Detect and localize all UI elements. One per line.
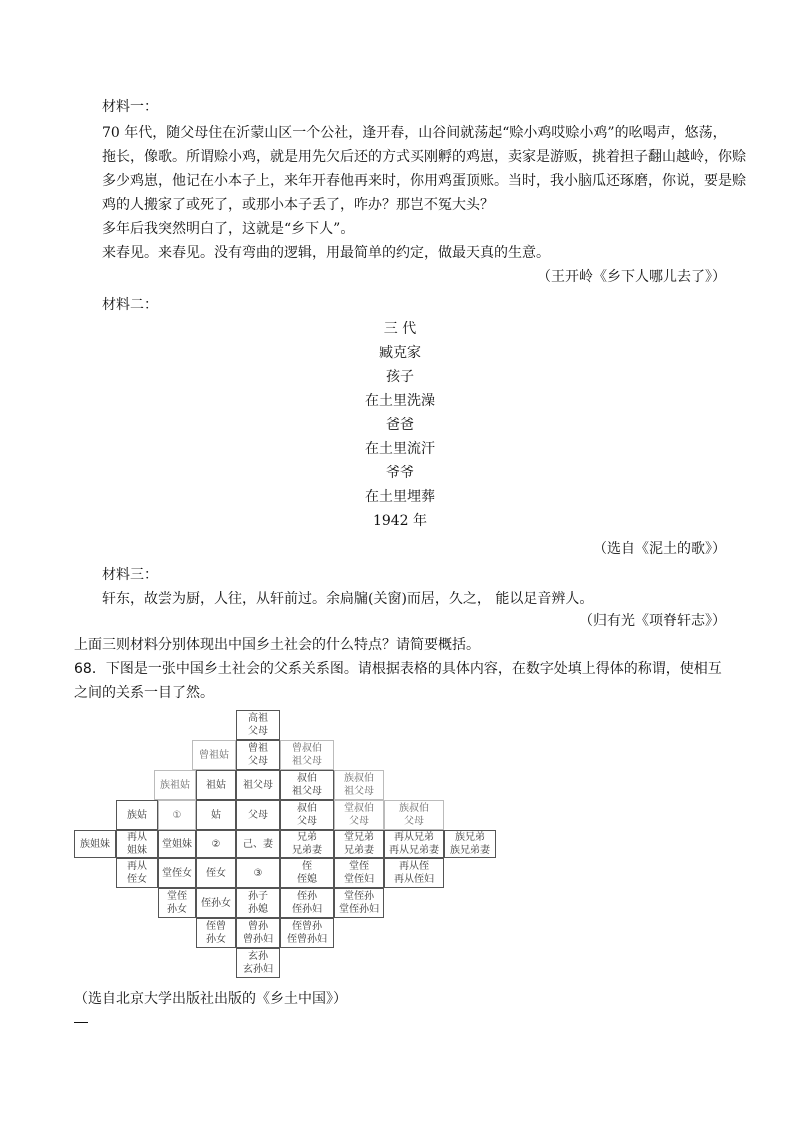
poem-line: 孩子 (386, 369, 414, 385)
kin-cell: 祖姑 (196, 770, 236, 800)
kin-cell: 族叔伯 祖父母 (334, 770, 384, 800)
kin-cell: 孙子 孙媳 (236, 888, 280, 918)
kin-cell: 族姑 (116, 800, 158, 830)
material2-label: 材料二： (102, 297, 158, 313)
kin-cell: 叔伯 父母 (280, 800, 334, 830)
kin-cell: 堂姐妹 (158, 830, 196, 858)
kin-cell: 堂侄女 (158, 858, 196, 888)
kin-cell: 曾祖 父母 (236, 740, 280, 770)
kin-cell: 再从兄弟 再从兄弟妻 (384, 830, 444, 858)
diagram-source: （选自北京大学出版社出版的《乡土中国》） (74, 991, 347, 1007)
kin-cell: 侄女 (196, 858, 236, 888)
blank-1: ① (158, 800, 196, 830)
poem-line: 在土里流汗 (365, 441, 435, 457)
question-68-line1: 68．下图是一张中国乡土社会的父系关系图。请根据表格的具体内容，在数字处填上得体的称谓，使相互 (74, 661, 722, 677)
kin-cell: 侄曾孙 侄曾孙妇 (280, 918, 334, 948)
kin-cell: 族祖姑 (154, 770, 196, 800)
material1-line: 来春见。来春见。没有弯曲的逻辑，用最简单的约定，做最天真的生意。 (102, 245, 550, 261)
kin-cell: 堂叔伯 父母 (334, 800, 384, 830)
question-67: 上面三则材料分别体现出中国乡土社会的什么特点？请简要概括。 (74, 637, 480, 653)
material1-label: 材料一： (102, 99, 158, 115)
poem-line: 在土里洗澡 (365, 393, 435, 409)
kin-cell: 兄弟 兄弟妻 (280, 830, 334, 858)
poem-line: 爷爷 (386, 465, 414, 481)
blank-3: ③ (236, 858, 280, 888)
material1-line: 多年后我突然明白了，这就是“乡下人”。 (102, 221, 355, 237)
kin-cell: 玄孙 玄孙妇 (236, 948, 280, 978)
kin-cell: 再从侄 再从侄妇 (384, 858, 444, 888)
material1-line: 拖长，像歌。所谓赊小鸡，就是用先欠后还的方式买刚孵的鸡崽，卖家是游贩，挑着担子翻山越岭，你赊 (102, 149, 746, 165)
kin-cell: 再从 姐妹 (116, 830, 158, 858)
poem-line: 爸爸 (386, 417, 414, 433)
material1-line: 鸡的人搬家了或死了，或那小本子丢了，咋办？那岂不冤大头？ (102, 197, 494, 213)
kin-cell: 高祖 父母 (236, 710, 280, 740)
material2-source: （选自《泥土的歌》） (593, 541, 726, 557)
kin-cell: 父母 (236, 800, 280, 830)
kin-cell: 叔伯 祖父母 (280, 770, 334, 800)
poem-author: 臧克家 (379, 345, 421, 361)
question-68-line2: 之间的关系一目了然。 (74, 685, 214, 701)
kin-cell: 侄曾 孙女 (196, 918, 236, 948)
poem-date: 1942 年 (372, 513, 428, 529)
poem-line: 在土里埋葬 (365, 489, 435, 505)
kin-cell: 族姐妹 (74, 830, 116, 858)
material1-line: 70 年代，随父母住在沂蒙山区一个公社，逢开春，山谷间就荡起“赊小鸡哎赊小鸡”的吆喝声，悠荡， (102, 125, 727, 141)
material3-source: （归有光《项脊轩志》） (579, 613, 726, 629)
material1-line: 多少鸡崽，他记在小本子上，来年开春他再来时，你用鸡蛋顶账。当时，我小脑瓜还琢磨，你说，要是赊 (102, 173, 746, 189)
material3-label: 材料三： (102, 567, 158, 583)
kin-cell: 堂侄 堂侄妇 (334, 858, 384, 888)
kin-cell: 再从 侄女 (116, 858, 158, 888)
kin-cell: 姑 (196, 800, 236, 830)
kin-cell: 祖父母 (236, 770, 280, 800)
separator-dash (74, 1022, 88, 1023)
blank-2: ② (196, 830, 236, 858)
kin-cell: 曾祖姑 (192, 740, 236, 770)
kin-cell: 曾叔伯 祖父母 (280, 740, 334, 770)
kin-cell: 侄孙 侄孙妇 (280, 888, 334, 918)
kin-cell: 堂侄孙 堂侄孙妇 (334, 888, 384, 918)
kin-cell: 曾孙 曾孙妇 (236, 918, 280, 948)
kin-cell: 堂侄 孙女 (158, 888, 196, 918)
poem-title: 三 代 (383, 321, 417, 337)
material1-source: （王开岭《乡下人哪儿去了》） (537, 269, 726, 285)
kin-cell: 堂兄弟 兄弟妻 (334, 830, 384, 858)
kin-cell: 侄孙女 (196, 888, 236, 918)
self-cell: 己、妻 (236, 830, 280, 858)
material3-text: 轩东，故尝为厨，人往，从轩前过。余扃牖(关窗)而居，久之， 能以足音辨人。 (102, 591, 594, 607)
kin-cell: 侄 侄媳 (280, 858, 334, 888)
kin-cell: 族兄弟 族兄弟妻 (444, 830, 496, 858)
kin-cell: 族叔伯 父母 (384, 800, 444, 830)
